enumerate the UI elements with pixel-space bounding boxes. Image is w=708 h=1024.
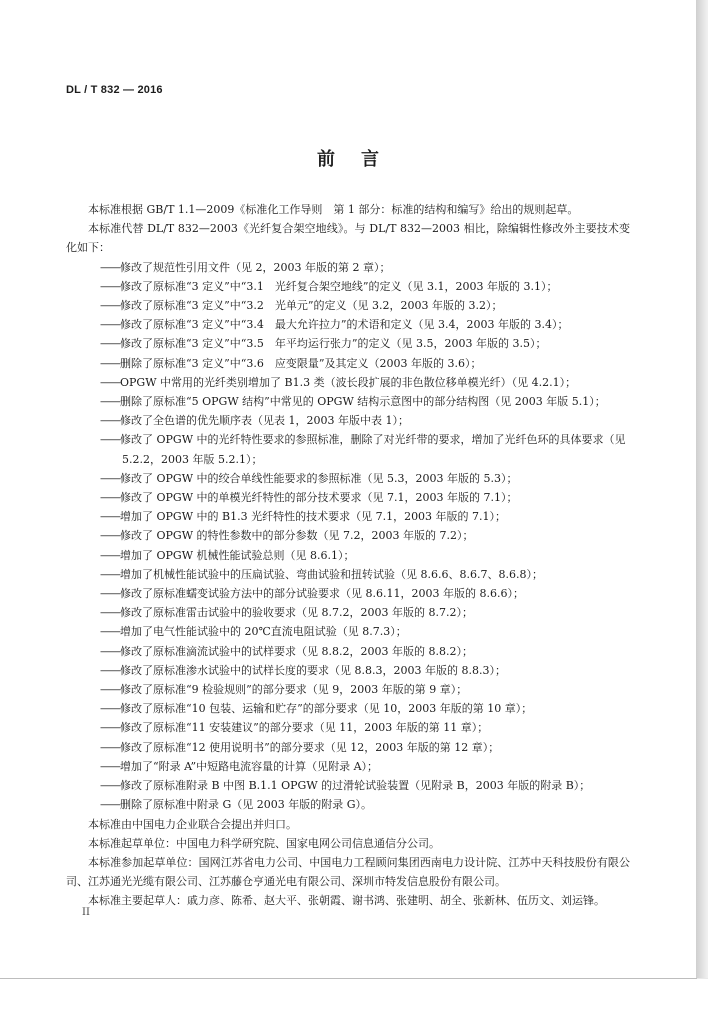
list-dash: —— — [100, 721, 120, 735]
change-item-text: 修改了原标准滴流试验中的试样要求（见 8.8.2，2003 年版的 8.8.2）； — [120, 644, 473, 658]
intro-paragraph-2: 本标准代替 DL/T 832—2003《光纤复合架空地线》。与 DL/T 832—2003 相比，除编辑性修改外主要技术变化如下： — [66, 222, 630, 255]
change-list-item — [66, 526, 630, 545]
change-list-item — [66, 392, 630, 411]
closing-paragraph-drafters: 本标准主要起草人：戚力彦、陈希、赵大平、张朝霞、谢书鸿、张建明、胡全、张新林、伍历文、刘运锋。 — [88, 894, 605, 908]
list-dash: —— — [100, 414, 120, 428]
change-list-item — [66, 258, 630, 277]
intro-paragraph-1: 本标准根据 GB/T 1.1—2009《标准化工作导则 第 1 部分：标准的结构和编写》给出的规则起草。 — [88, 203, 579, 216]
list-dash: —— — [100, 529, 120, 543]
change-item-text: 修改了 OPGW 中的单模光纤特性的部分技术要求（见 7.1，2003 年版的 7.1）； — [120, 491, 518, 505]
change-list-item — [66, 776, 630, 795]
change-list-item — [66, 661, 630, 680]
list-dash: —— — [100, 299, 120, 313]
list-dash: —— — [100, 491, 120, 505]
list-dash: —— — [100, 606, 120, 620]
change-list-item — [66, 718, 630, 737]
change-item-text: 修改了原标准“3 定义”中“3.2 光单元”的定义（见 3.2，2003 年版的 3.2）； — [120, 299, 503, 313]
list-dash: —— — [100, 337, 120, 351]
change-item-text: 修改了原标准渗水试验中的试样长度的要求（见 8.8.3，2003 年版的 8.8.3）； — [120, 663, 506, 677]
list-dash: —— — [100, 318, 120, 332]
change-list-item — [66, 334, 630, 353]
page-edge-shadow — [696, 0, 708, 978]
change-list-item — [66, 622, 630, 641]
change-list-item — [66, 373, 630, 392]
change-list-item — [66, 277, 630, 296]
change-list-item — [66, 603, 630, 622]
change-item-text: 增加了电气性能试验中的 20℃直流电阻试验（见 8.7.3）； — [120, 625, 407, 639]
list-dash: —— — [100, 779, 120, 793]
change-item-text: 增加了机械性能试验中的压扁试验、弯曲试验和扭转试验（见 8.6.6、8.6.7、8.6.8）； — [120, 567, 543, 581]
list-dash: —— — [100, 644, 120, 658]
change-list-item — [66, 680, 630, 699]
list-dash: —— — [100, 375, 120, 389]
change-list-item — [66, 565, 630, 584]
change-list-item — [66, 315, 630, 334]
change-list-item — [66, 795, 630, 814]
change-item-text: 修改了规范性引用文件（见 2，2003 年版的第 2 章）； — [120, 260, 391, 274]
list-dash: —— — [100, 683, 120, 697]
list-dash: —— — [100, 759, 120, 773]
page-number: II — [82, 907, 90, 918]
change-item-text: 增加了 OPGW 机械性能试验总则（见 8.6.1）； — [120, 548, 355, 562]
change-item-text: 删除了原标准中附录 G（见 2003 年版的附录 G）。 — [120, 798, 373, 812]
page-title: 前言 — [317, 149, 405, 170]
change-item-text: 修改了全色谱的优先顺序表（见表 1，2003 年版中表 1）； — [120, 414, 409, 428]
change-item-text: 修改了 OPGW 中的光纤特性要求的参照标准，删除了对光纤带的要求，增加了光纤色环的具体要求（见 5.2.2，2003 年版 5.2.1）； — [120, 433, 626, 466]
change-list-item — [66, 757, 630, 776]
change-list-item — [66, 507, 630, 526]
change-item-text: 修改了 OPGW 的特性参数中的部分参数（见 7.2，2003 年版的 7.2）； — [120, 529, 474, 543]
change-item-text: 修改了原标准附录 B 中图 B.1.1 OPGW 的过滑轮试验装置（见附录 B，2003 年版的附录 B）； — [120, 779, 591, 793]
change-item-text: 修改了原标准蠕变试验方法中的部分试验要求（见 8.6.11，2003 年版的 8.6.6）； — [120, 587, 524, 601]
change-list-item — [66, 546, 630, 565]
change-list-item — [66, 584, 630, 603]
list-dash: —— — [100, 625, 120, 639]
list-dash: —— — [100, 548, 120, 562]
page-bottom-margin — [0, 979, 708, 1024]
list-dash: —— — [100, 279, 120, 293]
standard-code-header: DL / T 832 — 2016 — [66, 84, 163, 96]
change-item-text: 增加了“附录 A”中短路电流容量的计算（见附录 A）； — [120, 759, 379, 773]
change-list-item — [66, 296, 630, 315]
change-list-item — [66, 738, 630, 757]
change-item-text: 修改了原标准“9 检验规则”的部分要求（见 9，2003 年版的第 9 章）； — [120, 683, 468, 697]
list-dash: —— — [100, 702, 120, 716]
list-dash: —— — [100, 471, 120, 485]
change-list-item — [66, 642, 630, 661]
list-dash: —— — [100, 433, 120, 447]
change-list-item — [66, 430, 630, 468]
closing-paragraph-drafting-unit: 本标准起草单位：中国电力科学研究院、国家电网公司信息通信分公司。 — [88, 836, 440, 850]
change-item-text: 删除了原标准“5 OPGW 结构”中常见的 OPGW 结构示意图中的部分结构图（见 2003 年版 5.1）； — [120, 395, 606, 409]
change-item-text: 修改了原标准“3 定义”中“3.1 光纤复合架空地线”的定义（见 3.1，2003 年版的 3.1）； — [120, 279, 558, 293]
list-dash: —— — [100, 260, 120, 274]
change-list-item — [66, 469, 630, 488]
list-dash: —— — [100, 356, 120, 370]
change-item-text: 修改了 OPGW 中的绞合单线性能要求的参照标准（见 5.3，2003 年版的 5.3）； — [120, 471, 518, 485]
change-list-item — [66, 699, 630, 718]
change-list-item — [66, 411, 630, 430]
change-item-text: 修改了原标准雷击试验中的验收要求（见 8.7.2，2003 年版的 8.7.2）； — [120, 606, 473, 620]
list-dash: —— — [100, 798, 120, 812]
change-item-text: 增加了 OPGW 中的 B1.3 光纤特性的技术要求（见 7.1，2003 年版的 7.1）； — [120, 510, 507, 524]
list-dash: —— — [100, 395, 120, 409]
change-item-text: 删除了原标准“3 定义”中“3.6 应变限量”及其定义（2003 年版的 3.6）； — [120, 356, 482, 370]
list-dash: —— — [100, 510, 120, 524]
list-dash: —— — [100, 587, 120, 601]
closing-paragraph-participating-units: 本标准参加起草单位：国网江苏省电力公司、中国电力工程顾问集团西南电力设计院、江苏中天科技股份有限公司、江苏通光光缆有限公司、江苏藤仓亨通光电有限公司、深圳市特发信息股份有限公司。 — [66, 855, 630, 889]
change-item-text: 修改了原标准“10 包装、运输和贮存”的部分要求（见 10，2003 年版的第 10 章）； — [120, 702, 533, 716]
change-item-text: 修改了原标准“11 安装建议”的部分要求（见 11，2003 年版的第 11 章）； — [120, 721, 489, 735]
change-item-text: 修改了原标准“3 定义”中“3.5 年平均运行张力”的定义（见 3.5，2003 年版的 3.5）； — [120, 337, 547, 351]
closing-paragraph-proposer: 本标准由中国电力企业联合会提出并归口。 — [88, 817, 297, 831]
list-dash: —— — [100, 740, 120, 754]
change-list — [66, 258, 630, 815]
change-item-text: 修改了原标准“12 使用说明书”的部分要求（见 12，2003 年版的第 12 章）； — [120, 740, 500, 754]
list-dash: —— — [100, 567, 120, 581]
change-list-item — [66, 488, 630, 507]
change-item-text: OPGW 中常用的光纤类别增加了 B1.3 类（波长段扩展的非色散位移单模光纤）（见 4.2.1）； — [120, 375, 577, 389]
list-dash: —— — [100, 663, 120, 677]
change-item-text: 修改了原标准“3 定义”中“3.4 最大允许拉力”的术语和定义（见 3.4，2003 年版的 3.4）； — [120, 318, 569, 332]
document-body — [66, 200, 630, 911]
change-list-item — [66, 354, 630, 373]
